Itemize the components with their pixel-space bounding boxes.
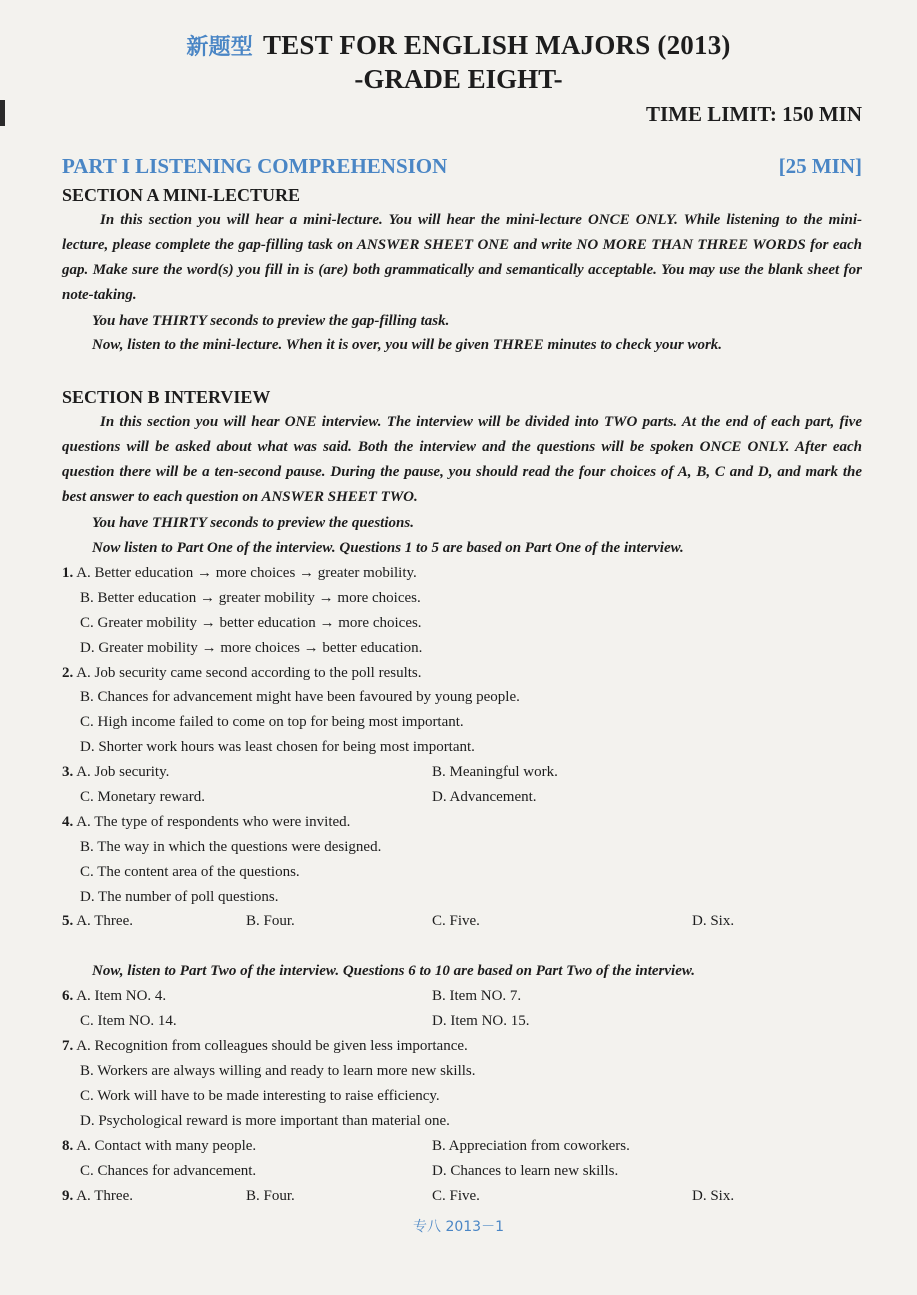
option-a: A. Job security. xyxy=(76,764,170,780)
question-4-option-b: B. The way in which the questions were designed. xyxy=(80,839,382,855)
question-8-option-d: D. Chances to learn new skills. xyxy=(432,1163,619,1179)
question-5-option-b: B. Four. xyxy=(246,913,295,929)
question-8-option-b: B. Appreciation from coworkers. xyxy=(432,1138,630,1154)
question-8-option-c: C. Chances for advancement. xyxy=(80,1163,257,1179)
question-9 xyxy=(62,1188,133,1205)
question-7-option-c: C. Work will have to be made interesting to raise efficiency. xyxy=(80,1088,440,1104)
section-a-title: SECTION A MINI-LECTURE xyxy=(62,185,301,205)
question-number: 8. xyxy=(62,1138,74,1154)
part-duration: [25 MIN] xyxy=(778,154,862,178)
question-9-option-b: B. Four. xyxy=(246,1188,295,1204)
option-a: A. Contact with many people. xyxy=(76,1138,257,1154)
question-3-option-b: B. Meaningful work. xyxy=(432,764,558,780)
section-a-listen: Now, listen to the mini-lecture. When it is over, you will be given THREE minutes to check your work. xyxy=(92,337,723,353)
time-limit: TIME LIMIT: 150 MIN xyxy=(645,102,862,126)
question-6 xyxy=(62,988,166,1005)
option-a: A. The type of respondents who were invited. xyxy=(76,814,351,830)
question-number: 7. xyxy=(62,1038,74,1054)
question-6-option-b: B. Item NO. 7. xyxy=(432,988,522,1004)
question-5-option-c: C. Five. xyxy=(432,913,480,929)
question-number: 2. xyxy=(62,665,74,681)
question-number: 9. xyxy=(62,1188,74,1204)
option-a: A. Three. xyxy=(76,1188,133,1204)
question-3-option-c: C. Monetary reward. xyxy=(80,789,205,805)
question-4-option-c: C. The content area of the questions. xyxy=(80,864,300,880)
question-number: 3. xyxy=(62,764,74,780)
question-1-option-c: C. Greater mobility → better education → more choices. xyxy=(80,615,422,631)
section-b-part-two: Now, listen to Part Two of the interview. Questions 6 to 10 are based on Part Two of the interview. xyxy=(92,963,696,979)
question-7-option-d: D. Psychological reward is more important than material one. xyxy=(80,1113,450,1129)
question-5 xyxy=(62,913,133,930)
question-6-option-c: C. Item NO. 14. xyxy=(80,1013,177,1029)
section-a-instruction: In this section you will hear a mini-lecture. You will hear the mini-lecture ONCE ONLY. While listening to the mini-lecture, please complete the gap-filling task on ANSWER SHEET ONE and write NO MORE THAN THREE WORDS for each gap. Make sure the word(s) you fill in is (are) both grammatically and semantically acceptable. You may use the blank sheet for note-taking. xyxy=(62,212,862,303)
question-3-option-d: D. Advancement. xyxy=(432,789,537,805)
part-title: PART I LISTENING COMPREHENSION xyxy=(62,154,448,178)
section-b-title: SECTION B INTERVIEW xyxy=(62,387,271,407)
question-7-option-b: B. Workers are always willing and ready to learn more new skills. xyxy=(80,1063,476,1079)
question-3 xyxy=(62,764,169,781)
scan-edge-mark xyxy=(0,100,5,126)
title-cn-tag: 新题型 xyxy=(186,35,254,60)
question-number: 1. xyxy=(62,565,74,581)
question-7 xyxy=(62,1038,468,1055)
question-1 xyxy=(62,565,417,582)
section-b-preview: You have THIRTY seconds to preview the questions. xyxy=(92,515,414,531)
question-9-option-c: C. Five. xyxy=(432,1188,480,1204)
question-number: 6. xyxy=(62,988,74,1004)
question-5-option-d: D. Six. xyxy=(692,913,735,929)
section-b-part-one: Now listen to Part One of the interview. Questions 1 to 5 are based on Part One of the interview. xyxy=(92,540,684,556)
exam-title xyxy=(0,30,917,61)
question-4 xyxy=(62,814,350,831)
question-1-option-d: D. Greater mobility → more choices → better education. xyxy=(80,640,423,656)
question-2-option-b: B. Chances for advancement might have been favoured by young people. xyxy=(80,689,520,705)
question-number: 4. xyxy=(62,814,74,830)
question-4-option-d: D. The number of poll questions. xyxy=(80,889,279,905)
part-heading xyxy=(62,154,862,179)
section-a-preview: You have THIRTY seconds to preview the gap-filling task. xyxy=(92,313,450,329)
option-a: A. Recognition from colleagues should be given less importance. xyxy=(76,1038,468,1054)
question-2 xyxy=(62,665,422,682)
title-text: TEST FOR ENGLISH MAJORS (2013) xyxy=(263,30,731,60)
question-2-option-c: C. High income failed to come on top for being most important. xyxy=(80,714,464,730)
question-1-option-b: B. Better education → greater mobility → more choices. xyxy=(80,590,421,606)
question-number: 5. xyxy=(62,913,74,929)
option-a: A. Better education → more choices → greater mobility. xyxy=(76,565,417,581)
option-a: A. Item NO. 4. xyxy=(76,988,167,1004)
option-a: A. Three. xyxy=(76,913,133,929)
question-9-option-d: D. Six. xyxy=(692,1188,735,1204)
page-footer: 专八 2013－1 xyxy=(413,1219,504,1235)
exam-subtitle: -GRADE EIGHT- xyxy=(354,64,563,94)
section-b-instruction: In this section you will hear ONE interview. The interview will be divided into TWO parts. At the end of each part, five questions will be asked about what was said. Both the interview and the questions will be spoken ONCE ONLY. After each question there will be a ten-second pause. During the pause, you should read the four choices of A, B, C and D, and mark the best answer to each question on ANSWER SHEET TWO. xyxy=(62,414,862,505)
question-2-option-d: D. Shorter work hours was least chosen for being most important. xyxy=(80,739,475,755)
question-8 xyxy=(62,1138,256,1155)
option-a: A. Job security came second according to the poll results. xyxy=(76,665,422,681)
question-6-option-d: D. Item NO. 15. xyxy=(432,1013,530,1029)
